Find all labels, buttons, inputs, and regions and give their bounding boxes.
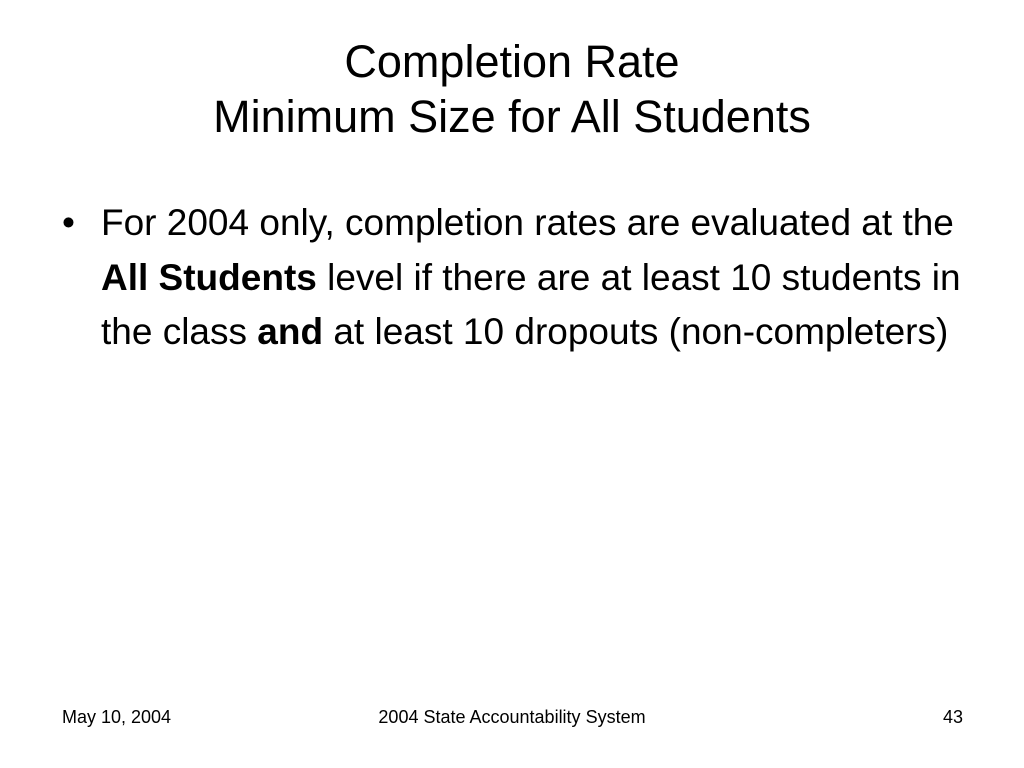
footer-title: 2004 State Accountability System: [378, 707, 646, 727]
footer-date: May 10, 2004: [62, 707, 172, 727]
bullet-bold-all-students: All Students: [101, 256, 317, 298]
bullet-text-part-2: level if there are at least 10 students in the class: [101, 256, 961, 352]
title-line-2: Minimum Size for All Students: [213, 91, 811, 142]
bullet-bold-and: and: [257, 311, 324, 352]
bullet-text-part-3: at least 10 dropouts (non-completers): [323, 311, 949, 352]
bullet-text: [101, 202, 961, 352]
footer-page-number: 43: [942, 707, 963, 727]
slide-title: [60, 34, 964, 144]
bullet-dot-icon: •: [62, 202, 75, 243]
title-line-1: Completion Rate: [344, 36, 680, 87]
slide-body: [60, 196, 980, 360]
bullet-item: [60, 196, 980, 360]
bullet-text-part-1: For 2004 only, completion rates are evaluated at the: [101, 202, 954, 243]
